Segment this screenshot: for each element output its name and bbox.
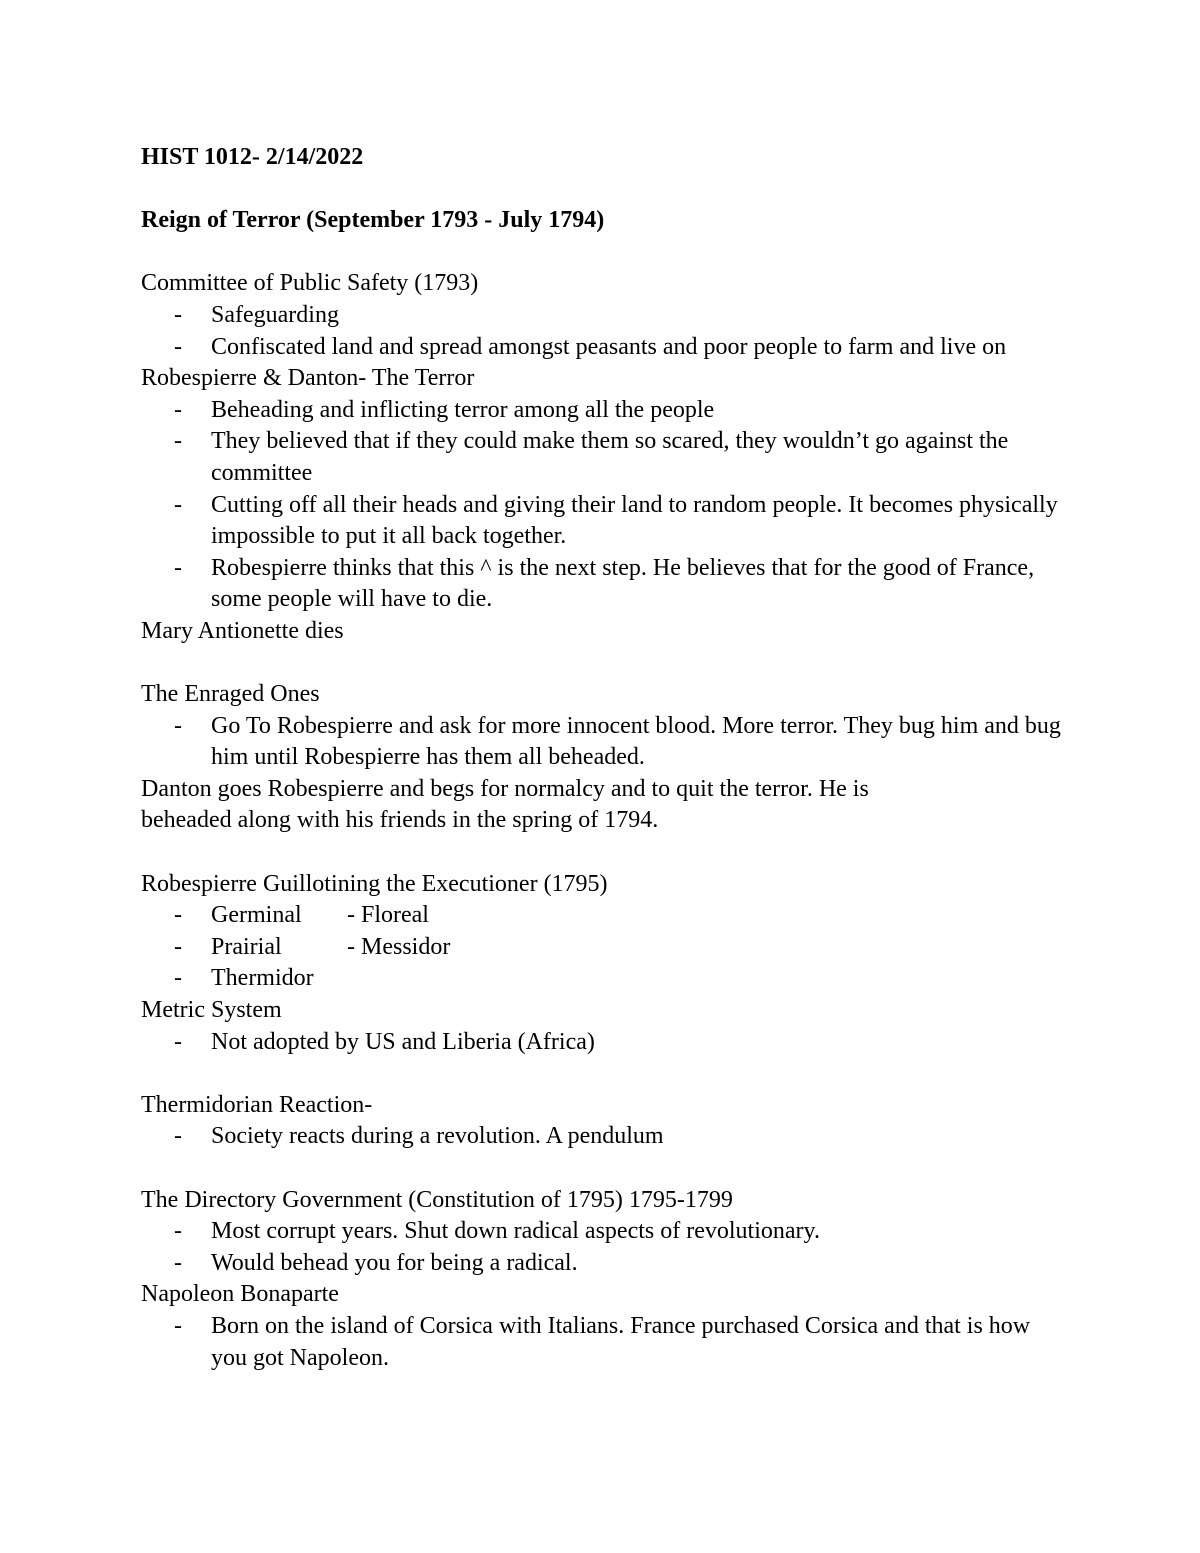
bullet-item: - Robespierre thinks that this ^ is the next step. He believes that for the good of France, some people will have to die. — [174, 554, 1035, 613]
spacer — [141, 648, 1061, 680]
section-heading-metric: Metric System — [141, 997, 282, 1024]
line-danton-2: beheaded along with his friends in the spring of 1794. — [141, 807, 659, 834]
section-heading-terror: Robespierre & Danton- The Terror — [141, 365, 475, 392]
month-row: - Thermidor — [141, 963, 1061, 995]
month-row: - Prairial - Messidor — [141, 932, 1061, 964]
section-heading-directory: The Directory Government (Constitution of 1795) 1795-1799 — [141, 1186, 733, 1213]
dash-marker: - — [174, 491, 182, 518]
dash-marker: - — [174, 902, 182, 929]
section-heading-enraged: The Enraged Ones — [141, 681, 320, 708]
bullet-item: - Go To Robespierre and ask for more innocent blood. More terror. They bug him and bug him until Robespierre has them all beheaded. — [174, 712, 1061, 771]
dash-marker: - — [174, 428, 182, 455]
bullet-item: - Would behead you for being a radical. — [141, 1248, 1061, 1280]
bullet-item: - Most corrupt years. Shut down radical aspects of revolutionary. — [141, 1216, 1061, 1248]
bullet-item: - Society reacts during a revolution. A pendulum — [141, 1121, 1061, 1153]
dash-marker: - — [174, 1249, 182, 1276]
spacer — [141, 237, 1061, 269]
dash-marker: - — [174, 301, 182, 328]
doc-subtitle: Reign of Terror (September 1793 - July 1794) — [141, 207, 605, 234]
dash-marker: - — [174, 712, 182, 739]
line-danton-1: Danton goes Robespierre and begs for normalcy and to quit the terror. He is — [141, 775, 869, 802]
spacer — [141, 1153, 1061, 1185]
dash-marker: - — [174, 554, 182, 581]
line-mary-antionette: Mary Antionette dies — [141, 617, 344, 644]
bullet-item: - They believed that if they could make them so scared, they wouldn’t go against the committee — [174, 428, 1009, 486]
dash-marker: - — [174, 1312, 182, 1339]
dash-marker: - — [174, 933, 182, 960]
dash-marker: - — [174, 1028, 182, 1055]
month-row: - Germinal - Floreal — [141, 900, 1061, 932]
bullet-item: - Safeguarding — [141, 300, 1061, 332]
section-heading-thermidorian: Thermidorian Reaction- — [141, 1091, 373, 1118]
dash-marker: - — [174, 965, 182, 992]
bullet-item: - Cutting off all their heads and giving their land to random people. It becomes physically impossible to put it all back together. — [174, 491, 1058, 550]
bullet-item: - Beheading and inflicting terror among all the people — [141, 395, 1061, 427]
spacer — [141, 174, 1061, 206]
section-heading-committee: Committee of Public Safety (1793) — [141, 270, 479, 297]
dash-marker: - — [174, 396, 182, 423]
dash-marker: - — [174, 333, 182, 360]
doc-title: HIST 1012- 2/14/2022 — [141, 144, 364, 170]
section-heading-napoleon: Napoleon Bonaparte — [141, 1281, 339, 1308]
bullet-item: - Not adopted by US and Liberia (Africa) — [141, 1027, 1061, 1059]
bullet-item: - Born on the island of Corsica with Italians. France purchased Corsica and that is how you got Napoleon. — [174, 1312, 1031, 1371]
spacer — [141, 837, 1061, 869]
dash-marker: - — [174, 1123, 182, 1150]
document-body — [141, 142, 1061, 1374]
bullet-item: - Confiscated land and spread amongst peasants and poor people to farm and live on — [141, 332, 1061, 364]
dash-marker: - — [174, 1218, 182, 1245]
spacer — [141, 1058, 1061, 1090]
section-heading-guillotining: Robespierre Guillotining the Executioner (1795) — [141, 870, 608, 897]
